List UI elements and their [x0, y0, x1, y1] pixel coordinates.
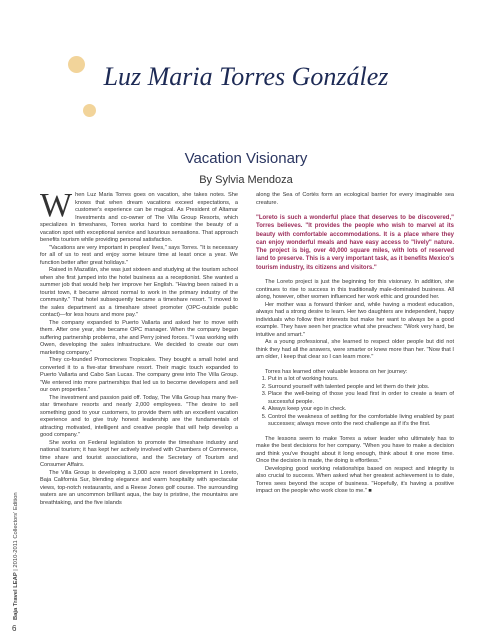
paragraph: Torres has learned other valuable lessons on her journey:	[265, 368, 408, 375]
paragraph: Raised in Mazatlán, she was just sixteen and studying at the tourism school when she first jumped into the hotel business as a receptionist. She wanted a summer job that would help her improve her English. "Having been raised in a tourist town, it became almost normal to work in the primary industry of the community." That hotel subsequently became a timeshare resort. "I moved to the sales department as a timeshare street promoter (OPC-outside public contact)—for less hours and more pay."	[40, 267, 238, 318]
publication-name: Baja Travel LEAP	[13, 572, 19, 620]
paragraph: She works on Federal legislation to promote the timeshare industry and national tourism; it has kept her actively involved with Chambers of Commerce, time share and tourist associations, and the Secretary of Tourism and Consumer Affairs.	[40, 439, 238, 468]
edition-label: 2010-2011 Collectors' Edition	[13, 492, 19, 568]
lessons-list	[256, 376, 454, 429]
paragraph: The Villa Group is developing a 3,000 acre resort development in Loreto, Baja California Sur, blending elegance and warm hospitality with spectacular views, top-notch restaurants, and a Reese Jones golf course. The surrounding waters are an uncommon brilliant aqua, the bay is pristine, the mountains are breathtaking, and the five islands	[40, 469, 238, 506]
spine-text	[13, 470, 23, 620]
byline: By Sylvia Mendoza	[199, 174, 293, 186]
paragraph: They co-founded Promociones Tropicales. They bought a small hotel and converted it to a five-star timeshare resort. Their magic touch expanded to Puerto Vallarta and Cabo San Lucas. The company grew into The Villa Group. "We entered into more partnerships that led us to become developers and sell our own properties."	[40, 357, 238, 393]
paragraph: The lessons seem to make Torres a wiser leader who ultimately has to make the best decisions for her company. "When you have to make a decision and think you've thought about it long enough, think about it one more time. Once the decision is made, the doing is effortless."	[256, 435, 454, 465]
paragraph: along the Sea of Cortés form an ecological barrier for every imaginable sea creature.	[256, 192, 454, 206]
left-column	[40, 187, 238, 507]
pull-quote: "Loreto is such a wonderful place that deserves to be discovered," Torres believes. "It provides the people who wish to marvel at its beauty with comfortable accommodations. It is a place where they can enjoy wonderful meals and have easy access to "lively" nature. The project is big, over 40,000 square miles, with lots of reserved land to preserve. This is a very important task, as it benefits Mexico's tourism industry, its citizens and visitors."	[256, 215, 454, 271]
page-title: Luz Maria Torres González	[103, 62, 389, 91]
paragraph: The Loreto project is just the beginning for this visionary. In addition, she continues to rise to success in this traditionally male-dominated business. All along, however, other women influenced her work ethic and grounded her.	[256, 279, 454, 301]
list-item: 4. Always keep your ego in check.	[268, 406, 454, 414]
paragraph: Her mother was a forward thinker and, while having a modest education, always had a strong desire to learn. Her two daughters are independent, happy individuals who follow their interests but make her want to always be a good example. They have seen her practice what she preaches: "Work very hard, be intuitive and smart."	[256, 301, 454, 338]
article-subtitle: Vacation Visionary	[184, 150, 308, 167]
paragraph: The company expanded to Puerto Vallarta and asked her to move with them. After one year, she became OPC manager. When the company began suffering partnership problems, she and Perry joined forces. "I was working with Owen, developing the sales infrastructure. We decided to create our own marketing company."	[40, 319, 238, 356]
list-item: 5. Control the weakness of settling for the comfortable living enabled by past successes; always move onto the next challenge as if it's the first.	[268, 414, 454, 429]
list-item: 1. Put in a lot of working hours.	[268, 376, 454, 384]
right-column	[256, 192, 454, 496]
paragraph: As a young professional, she learned to respect older people but did not think they had all the answers, were smarter or knew more than her. "Now that I am older, I keep that clear so I can learn more."	[256, 339, 454, 361]
spine-divider: |	[13, 567, 19, 571]
drop-cap: W	[40, 187, 73, 224]
paragraph: The investment and passion paid off. Today, The Villa Group has many five-star timeshare resorts and nearly 2,000 employees. "The desire to sell something good to your customers, to provide them with an excellent vacation experience and to give truly honest leadership are the fundamentals of attracting motivated, intelligent and creative people that will help develop a good company."	[40, 394, 238, 438]
list-item: 3. Place the well-being of those you lead first in order to create a team of successful people.	[268, 391, 454, 406]
list-item: 2. Surround yourself with talented people and let them do their jobs.	[268, 384, 454, 392]
decorative-dot-small	[83, 104, 96, 117]
page-number: 6	[12, 624, 17, 633]
paragraph: Developing good working relationships based on respect and integrity is also crucial to success. When asked what her greatest achievement is to date, Torres sees beyond the scope of business. "Hopefully, it's having a positive impact on the people who work close to me." ■	[256, 465, 454, 495]
paragraph: When Luz Maria Torres goes on vacation, she takes notes. She knows that when dream vacations exceed expectations, a customer's experience can be magical. As President of Altamar Investments and co-owner of The Villa Group Resorts, which specializes in timeshares, Torres works hard to combine the beauty of a vacation spot with exceptional service and luxurious sensations. That approach benefits tourism while providing personal satisfaction.	[40, 187, 238, 243]
paragraph: "Vacations are very important in peoples' lives," says Torres. "It is necessary for all of us to rest and enjoy some leisure time at least once a year. We function better after great holidays."	[40, 244, 238, 266]
